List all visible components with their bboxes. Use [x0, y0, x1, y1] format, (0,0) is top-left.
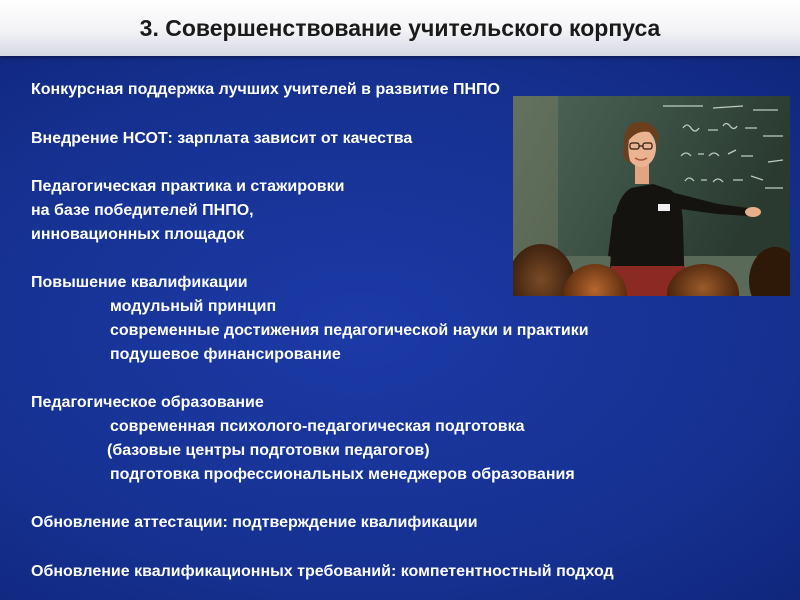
title-bar — [0, 0, 800, 56]
text-line-contest-support: Конкурсная поддержка лучших учителей в развитие ПНПО — [31, 81, 500, 98]
slide-title: 3. Совершенствование учительского корпуса — [139, 15, 661, 41]
text-line-psych-training: современная психолого-педагогическая подготовка — [110, 418, 525, 435]
text-line-practice-base: на базе победителей ПНПО, — [31, 202, 254, 219]
text-line-modular: модульный принцип — [110, 298, 277, 315]
text-line-achievements: современные достижения педагогической науки и практики — [110, 322, 589, 339]
text-line-qualification: Повышение квалификации — [31, 274, 248, 291]
text-line-managers: подготовка профессиональных менеджеров образования — [110, 466, 575, 483]
classroom-photo-illustration — [513, 96, 790, 296]
text-line-base-centers: (базовые центры подготовки педагогов) — [107, 442, 430, 459]
text-line-practice: Педагогическая практика и стажировки — [31, 178, 345, 195]
text-line-requirements: Обновление квалификационных требований: компетентностный подход — [31, 563, 614, 580]
text-line-attestation: Обновление аттестации: подтверждение квалификации — [31, 514, 478, 531]
text-line-ped-education: Педагогическое образование — [31, 394, 264, 411]
text-line-nsot: Внедрение НСОТ: зарплата зависит от качества — [31, 130, 413, 147]
classroom-photo — [513, 96, 790, 296]
text-line-per-capita: подушевое финансирование — [110, 346, 341, 363]
text-line-innovation-sites: инновационных площадок — [31, 226, 245, 243]
